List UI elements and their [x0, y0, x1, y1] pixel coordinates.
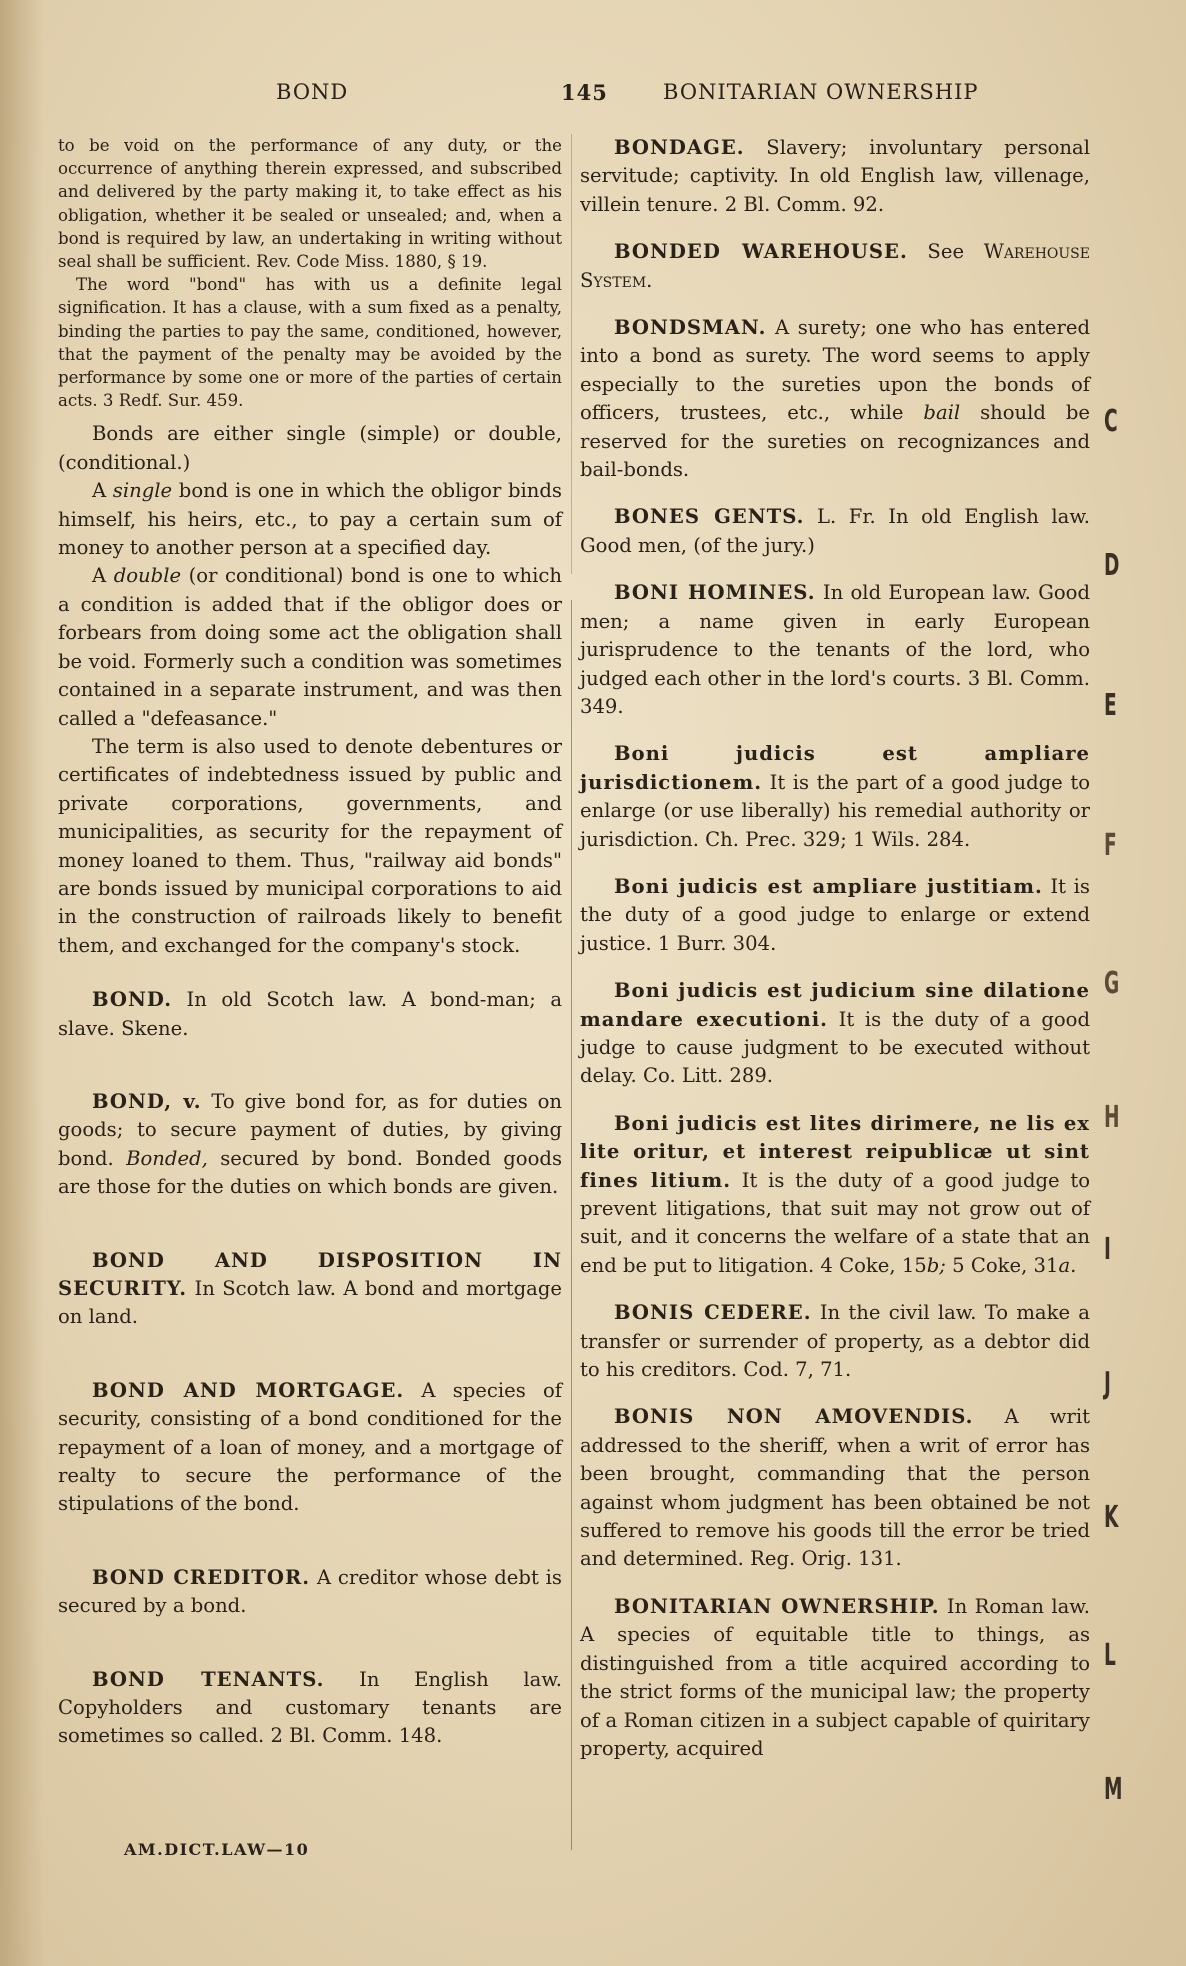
- thumb-index-f[interactable]: F: [1104, 828, 1117, 863]
- thumb-index-c[interactable]: C: [1104, 404, 1118, 439]
- thumb-index-m[interactable]: M: [1104, 1772, 1123, 1807]
- legal-maxim: Boni judicis est judicium sine dilatione mandare executioni. It is the duty of a good judge to cause judgment to be executed without delay. Co. Litt. 289.: [580, 979, 1091, 1088]
- small-paragraph: The word "bond" has with us a definite legal signification. It has a clause, with a sum fixed as a penalty, binding the parties to pay the same, conditioned, however, that the payment of the penalty may be avoided by the performance by some one or more of the parties of certain acts. 3 Redf. Sur. 459.: [58, 275, 562, 411]
- thumb-index-j[interactable]: J: [1104, 1366, 1111, 1401]
- headword: BONDED WAREHOUSE.: [614, 240, 908, 264]
- dictionary-entry: BOND AND DISPOSITION IN SECURITY. In Scotch law. A bond and mortgage on land.: [58, 1248, 562, 1329]
- thumb-index-k[interactable]: K: [1104, 1500, 1119, 1535]
- headword: BOND CREDITOR.: [92, 1565, 311, 1589]
- cross-reference: Warehouse System.: [580, 240, 1090, 292]
- dictionary-entry: BONDSMAN. A surety; one who has entered into a bond as surety. The word seems to apply especially to the sureties upon the bonds of officers, trustees, etc., while bail should be reserved for the sureties on recognizances and bail-bonds.: [580, 316, 1090, 482]
- dictionary-entry: BONIS NON AMOVENDIS. A writ addressed to the sheriff, when a writ of error has been brought, commanding that the person against whom judgment has been obtained be not suffered to remove his goods till the error be tried and determined. Reg. Orig. 131.: [580, 1405, 1091, 1571]
- body-paragraph: A double (or conditional) bond is one to which a condition is added that if the obligor does or forbears from doing some act the obligation shall be void. Formerly such a condition was sometimes contained in a separate instrument, and was then called a "defeasance.": [58, 564, 562, 730]
- body-paragraph: Bonds are either single (simple) or double, (conditional.): [58, 422, 562, 474]
- legal-maxim: Boni judicis est ampliare justitiam. It is the duty of a good judge to enlarge or extend justice. 1 Burr. 304.: [580, 874, 1090, 955]
- dictionary-entry: BONES GENTS. L. Fr. In old English law. Good men, (of the jury.): [580, 505, 1091, 557]
- signature-mark: AM.DICT.LAW—10: [124, 1840, 310, 1859]
- thumb-index-g[interactable]: G: [1104, 966, 1120, 1001]
- headword: BOND, v.: [92, 1089, 202, 1113]
- thumb-index-e[interactable]: E: [1104, 688, 1117, 723]
- page-number: 145: [561, 80, 608, 105]
- dictionary-entry: BOND. In old Scotch law. A bond-man; a slave. Skene.: [58, 988, 562, 1040]
- dictionary-entry: BOND CREDITOR. A creditor whose debt is secured by a bond.: [58, 1565, 562, 1618]
- thumb-index-d[interactable]: D: [1104, 548, 1120, 583]
- dictionary-entry: BONI HOMINES. In old European law. Good men; a name given in early European jurisprudence to the tenants of the lord, who judged each other in the lord's courts. 3 Bl. Comm. 349.: [580, 581, 1090, 718]
- legal-maxim: Boni judicis est lites dirimere, ne lis ex lite oritur, et interest reipublicæ ut sint fines litium. It is the duty of a good judge to prevent litigations, that suit may not grow out of suit, and it concerns the welfare of a state that an end be put to litigation. 4 Coke, 15b; 5 Coke, 31a.: [580, 1111, 1090, 1277]
- dictionary-entry: BONDAGE. Slavery; involuntary personal servitude; captivity. In old English law, villenage, villein tenure. 2 Bl. Comm. 92.: [580, 136, 1090, 216]
- thumb-index-i[interactable]: I: [1104, 1232, 1111, 1267]
- headword: BONDSMAN.: [614, 316, 767, 340]
- header-left-guide-word: BOND: [276, 80, 349, 104]
- dictionary-entry: BOND AND MORTGAGE. A species of security, consisting of a bond conditioned for the repayment of a loan of money, and a mortgage of realty to secure the performance of the stipulations of the bond.: [58, 1378, 562, 1516]
- maxim-text: Boni judicis est ampliare justitiam.: [614, 874, 1043, 898]
- body-paragraph: A single bond is one in which the obligor binds himself, his heirs, etc., to pay a certain sum of money to another person at a specified day.: [58, 479, 562, 560]
- headword: BONIS NON AMOVENDIS.: [614, 1405, 974, 1429]
- binding-shadow: [0, 0, 44, 1966]
- column-rule-top: [571, 134, 572, 574]
- maxim-text: Boni judicis est lites dirimere, ne lis ex lite oritur, et interest reipublicæ ut sint fines litium.: [580, 1111, 1090, 1192]
- headword: BOND AND MORTGAGE.: [92, 1378, 405, 1402]
- continued-definition: [58, 134, 562, 412]
- body-paragraph: The term is also used to denote debentures or certificates of indebtedness issued by public and private corporations, governments, and municipalities, as security for the repayment of money loaned to them. Thus, "railway aid bonds" are bonds issued by municipal corporations to aid in the construction of railroads likely to benefit them, and exchanged for the company's stock.: [58, 734, 562, 957]
- headword: BONI HOMINES.: [614, 581, 816, 605]
- header-right-guide-word: BONITARIAN OWNERSHIP: [663, 80, 979, 104]
- dictionary-entry: BONDED WAREHOUSE. See Warehouse System.: [580, 240, 1090, 292]
- headword: BOND TENANTS.: [92, 1667, 325, 1691]
- headword: BONIS CEDERE.: [614, 1301, 812, 1325]
- running-header: [0, 80, 1186, 110]
- headword: BOND.: [92, 988, 173, 1012]
- dictionary-entry: BOND TENANTS. In English law. Copyholders and customary tenants are sometimes so called. 2 Bl. Comm. 148.: [58, 1667, 562, 1748]
- small-paragraph: to be void on the performance of any duty, or the occurrence of anything therein expressed, and subscribed and delivered by the party making it, to take effect as his obligation, whether it be sealed or unsealed; and, when a bond is required by law, an undertaking in writing without seal shall be sufficient. Rev. Code Miss. 1880, § 19.: [58, 136, 562, 272]
- legal-maxim: Boni judicis est ampliare jurisdictionem. It is the part of a good judge to enlarge (or use liberally) his remedial authority or jurisdiction. Ch. Prec. 329; 1 Wils. 284.: [580, 742, 1090, 851]
- headword: BOND AND DISPOSITION IN SECURITY.: [58, 1248, 562, 1300]
- right-column: [580, 134, 1090, 1782]
- headword: BONES GENTS.: [614, 505, 805, 529]
- left-column: [58, 134, 562, 1770]
- maxim-text: Boni judicis est ampliare jurisdictionem.: [580, 742, 1090, 794]
- column-rule: [571, 600, 572, 1850]
- dictionary-entry: BOND, v. To give bond for, as for duties on goods; to secure payment of duties, by giving bond. Bonded, secured by bond. Bonded goods are those for the duties on which bonds are given.: [58, 1089, 563, 1199]
- headword: BONITARIAN OWNERSHIP.: [614, 1594, 940, 1618]
- dictionary-entry: BONIS CEDERE. In the civil law. To make a transfer or surrender of property, as a debtor did to his creditors. Cod. 7, 71.: [580, 1301, 1090, 1382]
- dictionary-entry: BONITARIAN OWNERSHIP. In Roman law. A species of equitable title to things, as distinguished from a title acquired according to the strict forms of the municipal law; the property of a Roman citizen in a subject capable of quiritary property, acquired: [580, 1594, 1090, 1760]
- maxim-text: Boni judicis est judicium sine dilatione mandare executioni.: [580, 979, 1090, 1031]
- thumb-index-h[interactable]: H: [1104, 1100, 1120, 1135]
- headword: BONDAGE.: [614, 136, 745, 159]
- thumb-index-l[interactable]: L: [1104, 1638, 1116, 1673]
